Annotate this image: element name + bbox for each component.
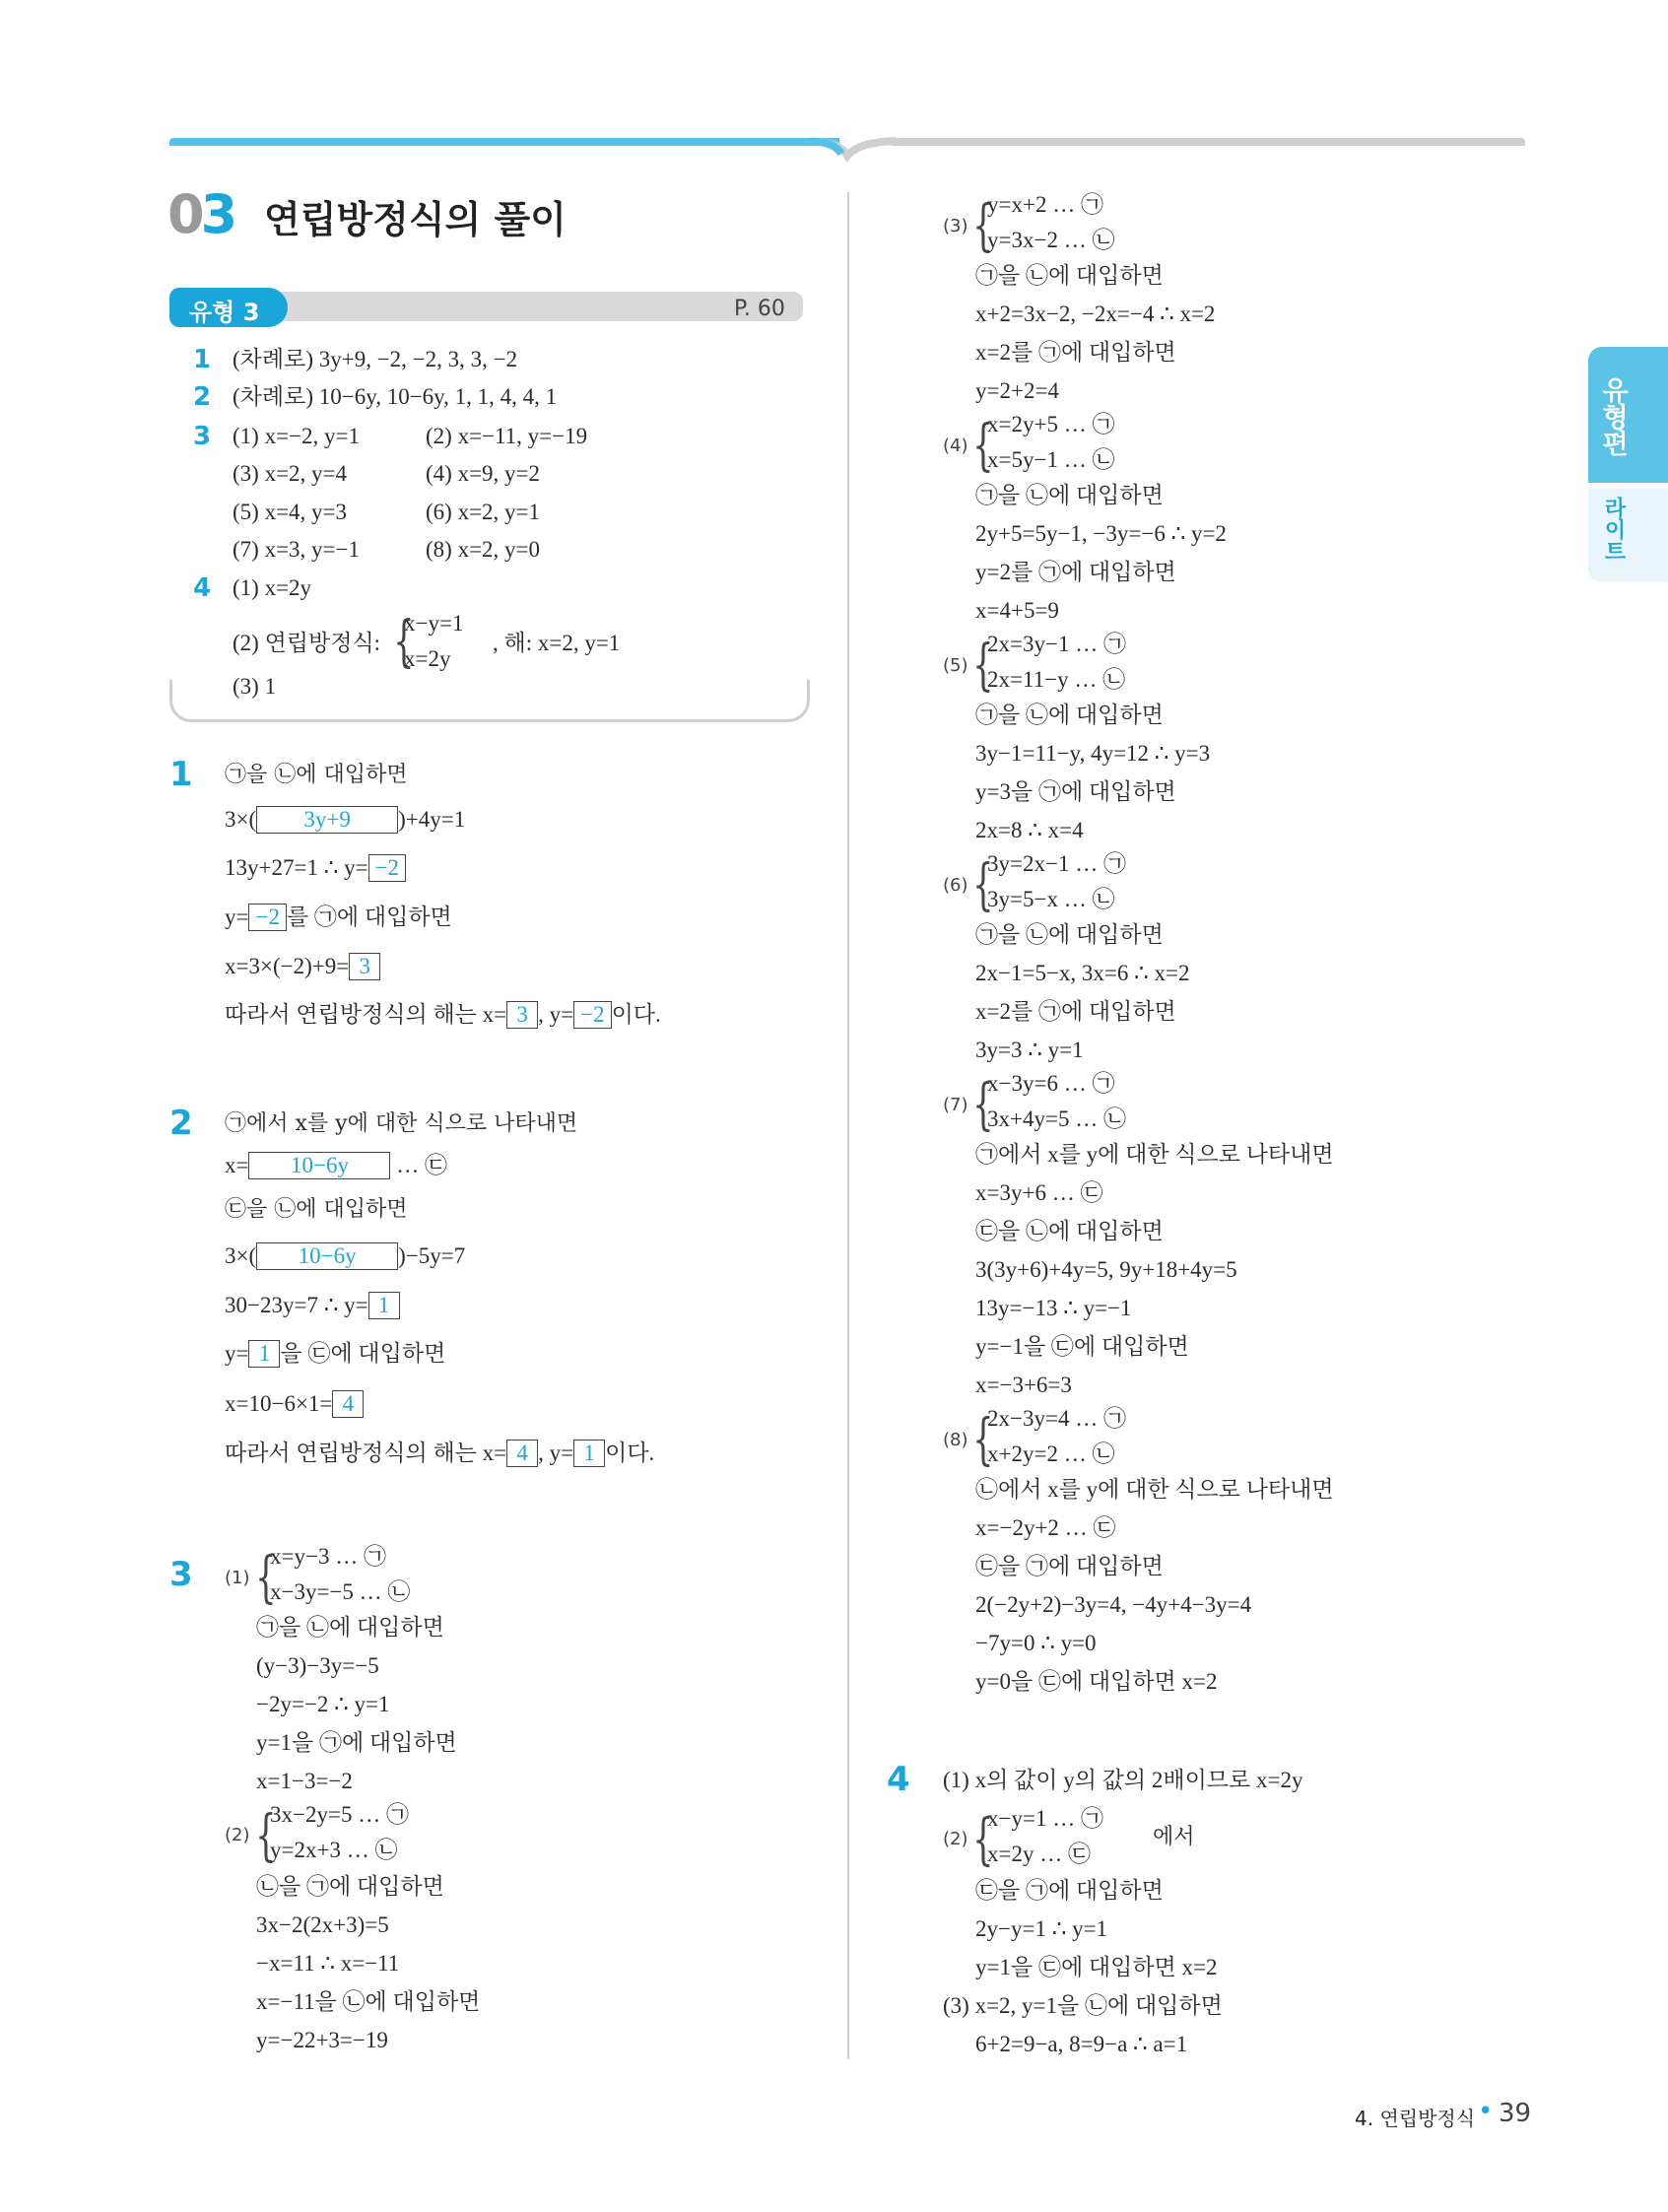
p4-num: 4 [887,1760,910,1799]
p3-7-step7: x=−3+6=3 [975,1373,1072,1397]
p3-6-eq1: 3y=2x−1 … ㉠ [987,851,1126,876]
p3-2-step1: ㉡을 ㉠에 대입하면 [256,1874,444,1899]
p3-3-eq2: y=3x−2 … ㉡ [987,228,1115,252]
type-header-bar [281,292,803,321]
p1-blank-6: −2 [573,1001,611,1029]
p1-line4-b: 를 ㉠에 대입하면 [286,905,452,929]
p3-8-step5: −7y=0 ∴ y=0 [975,1631,1097,1655]
p1-line6 [225,1000,661,1030]
p1-line6-b: , y= [538,1002,574,1027]
p2-blank-2: 10−6y [256,1242,398,1270]
p3-4-eq1: x=2y+5 … ㉠ [987,412,1115,436]
p3-2-step5: y=−22+3=−19 [256,2028,388,2052]
summary-2: (차례로) 10−6y, 10−6y, 1, 1, 4, 4, 1 [233,384,558,409]
p2-line2-a: x= [225,1153,249,1177]
p3-6-label: (6) [943,875,968,896]
p3-8-step1: ㉡에서 x를 y에 대한 식으로 나타내면 [975,1477,1334,1502]
section-number-zero: 0 [167,183,201,245]
summary-4-2-eq2: x=2y [404,646,451,671]
p3-6-eq2: 3y=5−x … ㉡ [987,887,1115,911]
p3-6-brace: { [972,853,994,917]
summary-1-num: 1 [193,345,212,374]
p1-line4-a: y= [225,905,249,929]
p4-2-brace: { [972,1808,994,1872]
p1-line3 [225,853,406,883]
p3-7-step3: ㉢을 ㉡에 대입하면 [975,1219,1164,1243]
p3-2-step4: x=−11을 ㉡에 대입하면 [256,1989,481,2014]
type-page-ref: P. 60 [734,297,785,321]
p3-5-step1: ㉠을 ㉡에 대입하면 [975,703,1164,727]
summary-3-4: (4) x=9, y=2 [426,461,541,486]
p3-5-eq2: 2x=11−y … ㉡ [987,667,1126,692]
p3-8-step4: 2(−2y+2)−3y=4, −4y+4−3y=4 [975,1592,1252,1617]
p3-7-step2: x=3y+6 … ㉢ [975,1180,1103,1205]
p3-4-step2: 2y+5=5y−1, −3y=−6 ∴ y=2 [975,521,1227,546]
summary-3-num: 3 [193,422,212,451]
p2-line7 [225,1389,364,1419]
summary-4-1: (1) x=2y [233,575,312,600]
p2-line8 [225,1439,654,1468]
p3-4-brace: { [972,414,994,478]
p3-3-label: (3) [943,216,968,236]
p2-line8-c: 이다. [605,1441,655,1465]
summary-4-2-sol: , 해: x=2, y=1 [493,631,621,655]
p3-7-step6: y=−1을 ㉢에 대입하면 [975,1334,1189,1359]
p3-2-label: (2) [225,1825,250,1845]
p1-line2 [225,805,465,835]
p3-7-step5: 13y=−13 ∴ y=−1 [975,1296,1132,1320]
p3-1-step2: (y−3)−3y=−5 [256,1653,379,1678]
footer-bullet: • [1478,2097,1494,2126]
p1-blank-3: −2 [248,904,286,931]
footer-chapter: 4. 연립방정식 [1355,2107,1476,2130]
p3-4-step4: x=4+5=9 [975,598,1059,623]
p1-num: 1 [169,755,193,794]
p2-line8-b: , y= [538,1441,574,1465]
p3-4-step1: ㉠을 ㉡에 대입하면 [975,483,1164,507]
p2-line8-a: 따라서 연립방정식의 해는 x= [225,1441,507,1465]
p3-7-label: (7) [943,1095,968,1115]
p2-line4-a: 3×( [225,1243,257,1268]
p3-8-brace: { [972,1408,994,1472]
column-divider [847,192,849,2059]
p3-5-label: (5) [943,655,968,676]
type-label: 유형 3 [189,299,260,326]
page-number: 39 [1499,2099,1532,2128]
p4-2-tail: 에서 [1153,1825,1195,1849]
p3-1-step4: y=1을 ㉠에 대입하면 [256,1730,457,1755]
p1-line3-a: 13y+27=1 ∴ y= [225,855,368,880]
summary-3-1: (1) x=−2, y=1 [233,424,360,448]
p3-7-eq1: x−3y=6 … ㉠ [987,1071,1115,1096]
p2-line6 [225,1339,445,1369]
summary-3-6: (6) x=2, y=1 [426,500,541,524]
p3-1-step3: −2y=−2 ∴ y=1 [256,1692,390,1716]
p1-blank-5: 3 [506,1001,538,1029]
p3-2-step3: −x=11 ∴ x=−11 [256,1951,400,1976]
p3-3-eq1: y=x+2 … ㉠ [987,192,1103,217]
p2-blank-3: 1 [368,1292,400,1319]
p2-blank-4: 1 [248,1340,280,1368]
p4-2-eq1: x−y=1 … ㉠ [987,1806,1103,1831]
p1-blank-1: 3y+9 [256,806,398,834]
p3-5-step2: 3y−1=11−y, 4y=12 ∴ y=3 [975,741,1211,766]
p1-line4 [225,903,452,932]
p2-line6-a: y= [225,1341,249,1366]
p3-8-eq1: 2x−3y=4 … ㉠ [987,1406,1126,1431]
p3-2-step2: 3x−2(2x+3)=5 [256,1912,389,1937]
p4-step5: 6+2=9−a, 8=9−a ∴ a=1 [975,2032,1188,2056]
p3-8-eq2: x+2y=2 … ㉡ [987,1441,1115,1466]
summary-3-3: (3) x=2, y=4 [233,461,348,486]
p3-7-brace: { [972,1073,994,1137]
section-number [167,183,234,245]
summary-4-3: (3) 1 [233,674,277,699]
p4-step4: (3) x=2, y=1을 ㉡에 대입하면 [943,1993,1223,2018]
p3-3-brace: { [972,194,994,258]
p4-line1: (1) x의 값이 y의 값의 2배이므로 x=2y [943,1768,1303,1792]
p3-6-step1: ㉠을 ㉡에 대입하면 [975,922,1164,947]
summary-box-bottom [169,680,810,722]
p3-1-label: (1) [225,1568,250,1588]
p4-2-eq2: x=2y … ㉢ [987,1842,1091,1866]
summary-1: (차례로) 3y+9, −2, −2, 3, 3, −2 [233,347,518,371]
top-bar-notch [808,136,897,175]
p3-1-eq2: x−3y=−5 … ㉡ [270,1579,411,1604]
p2-line7-a: x=10−6×1= [225,1391,333,1416]
summary-3-2: (2) x=−11, y=−19 [426,424,588,448]
p2-line5-a: 30−23y=7 ∴ y= [225,1293,368,1317]
p2-blank-5: 4 [332,1390,364,1418]
section-title: 연립방정식의 풀이 [264,198,567,241]
p3-5-step4: 2x=8 ∴ x=4 [975,818,1084,842]
summary-3-7: (7) x=3, y=−1 [233,537,360,562]
p2-num: 2 [169,1104,193,1143]
p4-step2: 2y−y=1 ∴ y=1 [975,1916,1108,1941]
p3-6-step2: 2x−1=5−x, 3x=6 ∴ x=2 [975,961,1190,985]
p1-line6-a: 따라서 연립방정식의 해는 x= [225,1002,507,1027]
p3-8-step2: x=−2y+2 … ㉢ [975,1515,1116,1540]
summary-4-2-eq1: x−y=1 [404,611,464,636]
p2-line4 [225,1241,465,1271]
side-tab-bottom: 라이트 [1601,497,1626,562]
p3-5-brace: { [972,634,994,698]
p3-6-step3: x=2를 ㉠에 대입하면 [975,999,1176,1024]
summary-3-8: (8) x=2, y=0 [426,537,541,562]
p3-1-brace: { [255,1546,277,1610]
p3-5-eq1: 2x=3y−1 … ㉠ [987,632,1126,656]
p1-line2-a: 3×( [225,807,257,832]
p3-8-step6: y=0을 ㉢에 대입하면 x=2 [975,1669,1218,1694]
summary-4-2-brace: { [393,610,415,674]
summary-4-2-label: (2) 연립방정식: [233,631,381,655]
side-tab-top: 유형편 [1597,376,1628,456]
p1-blank-4: 3 [349,953,380,980]
p3-3-step4: y=2+2=4 [975,378,1059,403]
top-bar-left [169,138,839,146]
p3-1-step5: x=1−3=−2 [256,1769,353,1793]
p3-3-step1: ㉠을 ㉡에 대입하면 [975,263,1164,288]
p2-blank-1: 10−6y [248,1152,390,1179]
top-bar-right [892,138,1525,146]
p1-line5-a: x=3×(−2)+9= [225,954,350,978]
p2-line5 [225,1291,400,1320]
summary-2-num: 2 [193,382,212,412]
p2-line1: ㉠에서 x를 y에 대한 식으로 나타내면 [225,1111,578,1136]
p3-4-step3: y=2를 ㉠에 대입하면 [975,560,1176,584]
p3-7-step4: 3(3y+6)+4y=5, 9y+18+4y=5 [975,1257,1237,1282]
p2-line3: ㉢을 ㉡에 대입하면 [225,1197,408,1222]
summary-3-5: (5) x=4, y=3 [233,500,348,524]
p1-line2-b: )+4y=1 [398,807,466,832]
summary-4-num: 4 [193,573,212,603]
p3-2-eq2: y=2x+3 … ㉡ [270,1838,398,1862]
p1-line1: ㉠을 ㉡에 대입하면 [225,763,408,787]
p3-6-step4: 3y=3 ∴ y=1 [975,1038,1084,1062]
p3-2-brace: { [255,1804,277,1868]
p3-num: 3 [169,1555,193,1594]
p4-2-label: (2) [943,1829,968,1849]
p4-step1: ㉢을 ㉠에 대입하면 [975,1878,1164,1903]
p3-8-step3: ㉢을 ㉠에 대입하면 [975,1554,1164,1578]
p3-5-step3: y=3을 ㉠에 대입하면 [975,779,1176,804]
section-number-three: 3 [200,183,234,245]
p3-2-eq1: 3x−2y=5 … ㉠ [270,1802,409,1827]
p1-blank-2: −2 [368,854,406,882]
p2-blank-7: 1 [573,1440,605,1467]
p3-3-step3: x=2를 ㉠에 대입하면 [975,340,1176,365]
p2-line2-b: … ㉢ [390,1153,447,1177]
p3-7-step1: ㉠에서 x를 y에 대한 식으로 나타내면 [975,1142,1334,1167]
p3-1-eq1: x=y−3 … ㉠ [270,1544,386,1569]
p2-line2 [225,1151,447,1180]
p1-line5 [225,952,380,981]
p3-3-step2: x+2=3x−2, −2x=−4 ∴ x=2 [975,302,1216,326]
p3-4-eq2: x=5y−1 … ㉡ [987,447,1115,472]
p4-step3: y=1을 ㉢에 대입하면 x=2 [975,1955,1218,1979]
p2-blank-6: 4 [506,1440,538,1467]
p1-line6-c: 이다. [611,1002,661,1027]
p3-7-eq2: 3x+4y=5 … ㉡ [987,1106,1126,1131]
p3-8-label: (8) [943,1430,968,1450]
p2-line6-b: 을 ㉢에 대입하면 [280,1341,446,1366]
p3-4-label: (4) [943,436,968,456]
p3-1-step1: ㉠을 ㉡에 대입하면 [256,1615,444,1640]
p2-line4-b: )−5y=7 [398,1243,466,1268]
